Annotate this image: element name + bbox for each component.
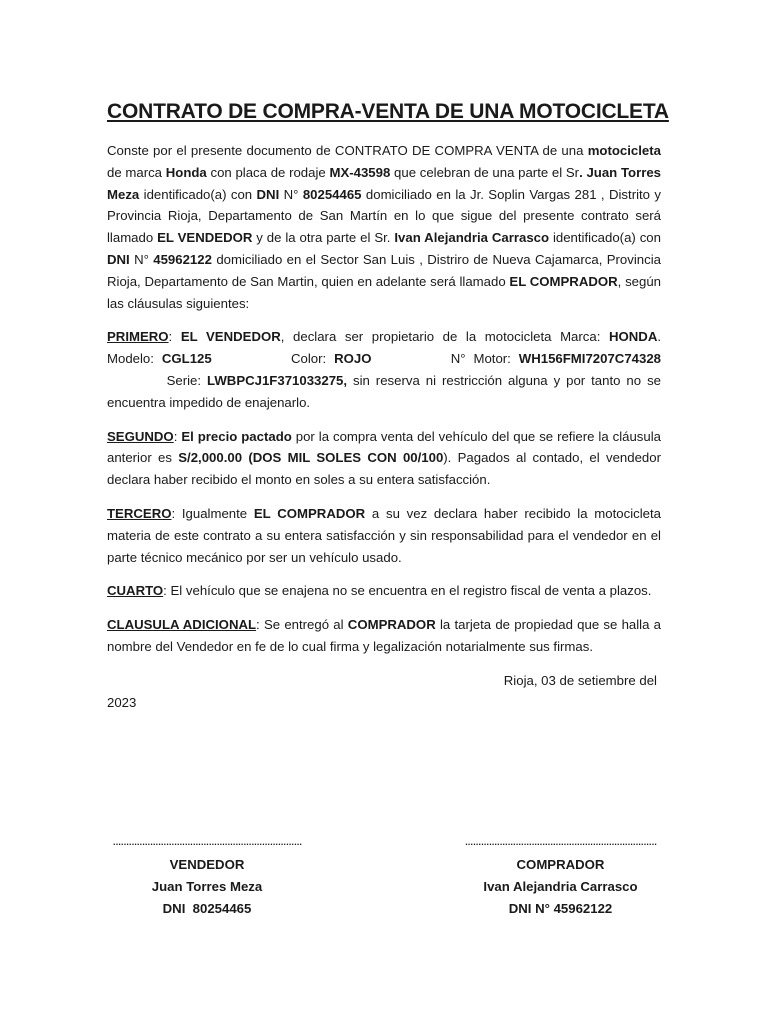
clause-primero-label: PRIMERO xyxy=(107,329,169,345)
date-year: 2023 xyxy=(107,694,137,710)
clause-primero: PRIMERO: EL VENDEDOR, declara ser propietario de la motocicleta Marca: HONDA. Modelo: CGL125 Color: ROJO N° Motor: WH156FMI7207C74328 Serie: LWBPCJ1F371033275, sin reserva ni restricción alguna y por tanto no se encuentra impedido de enajenarlo. xyxy=(107,329,662,410)
clause-adicional: CLAUSULA ADICIONAL: Se entregó al COMPRADOR la tarjeta de propiedad que se halla a nombre del Vendedor en fe de lo cual firma y legalización notarialmente sus firmas. xyxy=(107,617,661,654)
clause-tercero: TERCERO: Igualmente EL COMPRADOR a su vez declara haber recibido la motocicleta materia de este contrato a su entera satisfacción y sin responsabilidad para el vendedor en el parte técnico mecánico por ser un vehículo usado. xyxy=(107,505,661,565)
signature-vendedor xyxy=(107,830,307,920)
clause-tercero-label: TERCERO xyxy=(107,505,172,521)
intro-paragraph: Conste por el presente documento de CONTRATO DE COMPRA VENTA de una motocicleta de marca Honda con placa de rodaje MX-43598 que celebran de una parte el Sr. Juan Torres Meza identificado(a) con DNI N° 80254465 domiciliado en la Jr. Soplin Vargas 281 , Distrito y Provincia Rioja, Departamento de San Martín en lo que sigue del presente contrato será llamado EL VENDEDOR y de la otra parte el Sr. Ivan Alejandria Carrasco identificado(a) con DNI N° 45962122 domiciliado en el Sector San Luis , Distriro de Nueva Cajamarca, Provincia Rioja, Departamento de San Martin, quien en adelante será llamado EL COMPRADOR, según las cláusulas siguientes: xyxy=(107,143,662,311)
vendedor-name: Juan Torres Meza xyxy=(151,879,263,894)
comprador-name: Ivan Alejandria Carrasco xyxy=(483,879,638,894)
signature-line-comprador: ........................................................................ xyxy=(464,833,657,848)
clause-segundo-label: SEGUNDO xyxy=(107,428,174,444)
vendedor-role: VENDEDOR xyxy=(169,857,245,872)
clause-cuarto: CUARTO: El vehículo que se enajena no se encuentra en el registro fiscal de venta a plazos. xyxy=(107,583,652,599)
signature-comprador xyxy=(463,830,658,920)
signature-line-vendedor: ....................................................................... xyxy=(112,833,302,848)
vendedor-dni: DNI 80254465 xyxy=(162,901,252,916)
document-title: CONTRATO DE COMPRA-VENTA DE UNA MOTOCICLETA xyxy=(107,100,669,123)
comprador-role: COMPRADOR xyxy=(516,857,605,872)
clause-segundo: SEGUNDO: El precio pactado por la compra venta del vehículo del que se refiere la cláusula anterior es S/2,000.00 (DOS MIL SOLES CON 00/100). Pagados al contado, el vendedor declara haber recibido el monto en soles a su entera satisfacción. xyxy=(107,428,661,488)
contract-page xyxy=(107,100,669,713)
clause-cuarto-label: CUARTO xyxy=(107,583,164,599)
comprador-dni: DNI N° 45962122 xyxy=(508,901,613,916)
date-line: Rioja, 03 de setiembre del xyxy=(503,672,657,688)
clause-adicional-label: CLAUSULA ADICIONAL xyxy=(107,617,257,633)
